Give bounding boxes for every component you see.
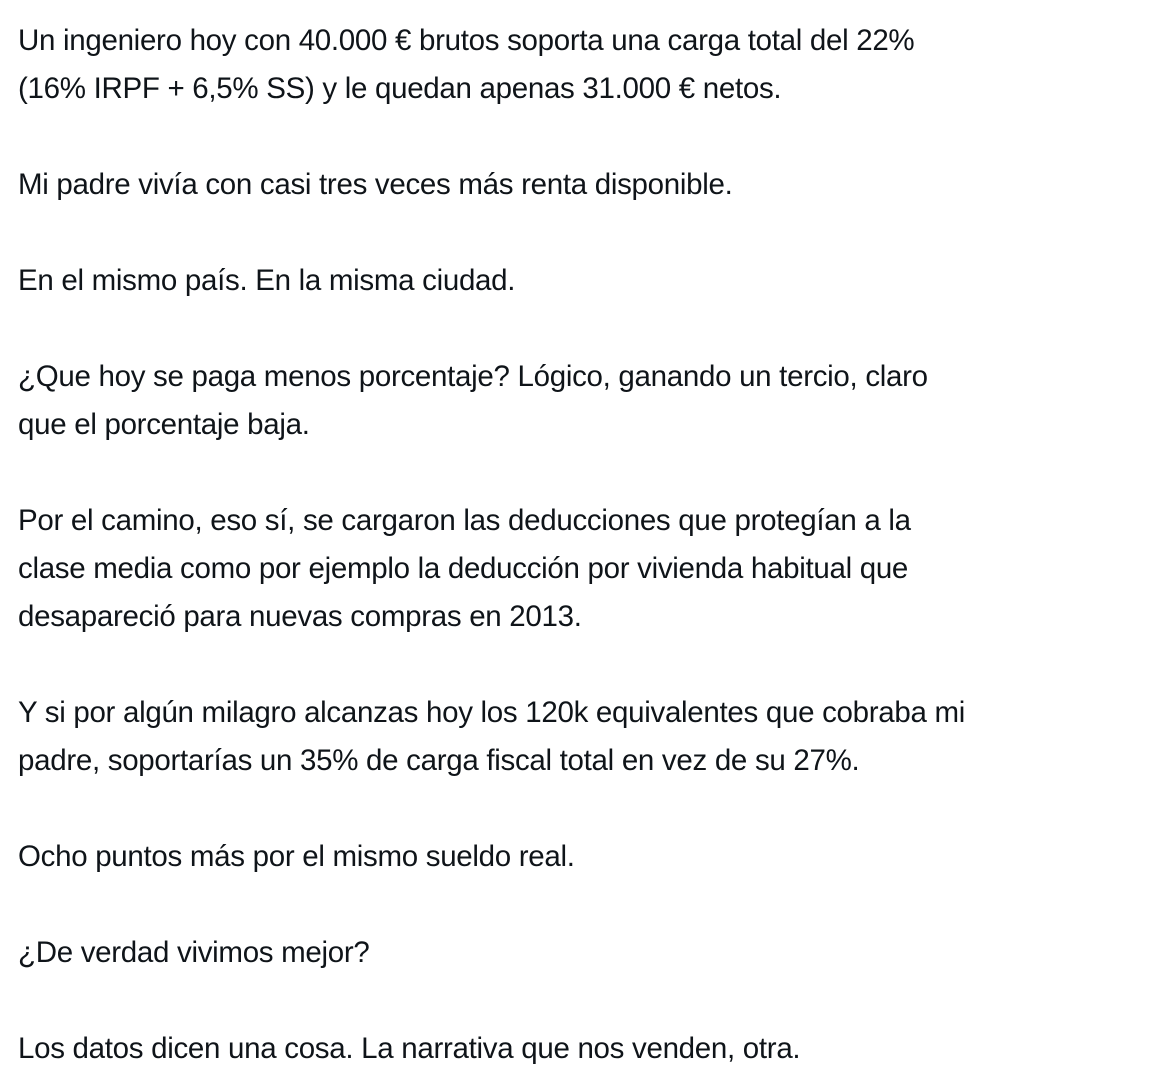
post-text-line: Ocho puntos más por el mismo sueldo real. xyxy=(18,840,575,873)
post-text-line: desapareció para nuevas compras en 2013. xyxy=(18,600,582,633)
post-paragraph-6 xyxy=(18,689,1138,785)
post-text-line: (16% IRPF + 6,5% SS) y le quedan apenas 31.000 € netos. xyxy=(18,72,782,105)
post-text-line: En el mismo país. En la misma ciudad. xyxy=(18,264,516,297)
post-paragraph-9 xyxy=(18,1025,1138,1073)
post-paragraph-7 xyxy=(18,833,1138,881)
post-paragraph-8 xyxy=(18,929,1138,977)
post-text-line: clase media como por ejemplo la deducción por vivienda habitual que xyxy=(18,552,909,585)
post-text-line: Mi padre vivía con casi tres veces más renta disponible. xyxy=(18,168,733,201)
post-paragraph-5 xyxy=(18,497,1138,641)
post-text-line: Por el camino, eso sí, se cargaron las deducciones que protegían a la xyxy=(18,504,911,537)
post-text xyxy=(18,17,1138,1073)
post-paragraph-4 xyxy=(18,353,1138,449)
post-paragraph-1 xyxy=(18,17,1138,113)
post-paragraph-2 xyxy=(18,161,1138,209)
post-text-line: que el porcentaje baja. xyxy=(18,408,310,441)
post-text-line: ¿Que hoy se paga menos porcentaje? Lógico, ganando un tercio, claro xyxy=(18,360,928,393)
post-text-line: ¿De verdad vivimos mejor? xyxy=(18,936,370,969)
post-text-line: Los datos dicen una cosa. La narrativa que nos venden, otra. xyxy=(18,1032,801,1065)
post-paragraph-3 xyxy=(18,257,1138,305)
post-text-line: padre, soportarías un 35% de carga fiscal total en vez de su 27%. xyxy=(18,744,860,777)
post-text-line: Y si por algún milagro alcanzas hoy los 120k equivalentes que cobraba mi xyxy=(18,696,966,729)
post-text-line: Un ingeniero hoy con 40.000 € brutos soporta una carga total del 22% xyxy=(18,24,915,57)
